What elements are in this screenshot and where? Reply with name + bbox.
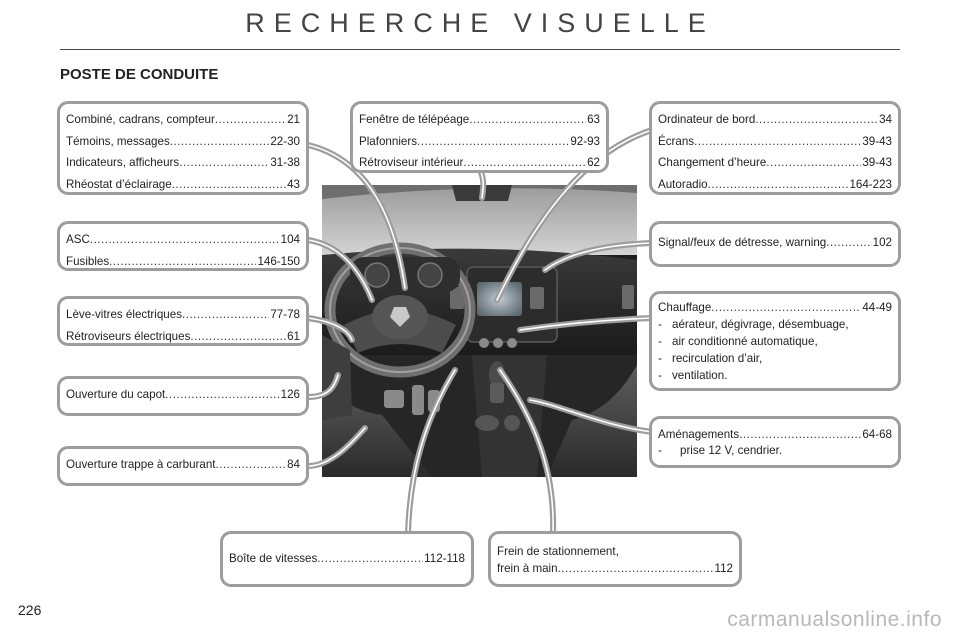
- watermark: carmanualsonline.info: [727, 608, 942, 631]
- entry-label: frein à main: [497, 562, 558, 575]
- leader-dots: [739, 427, 861, 443]
- entry-label: Témoins, messages: [66, 134, 170, 148]
- list-item-text: ventilation.: [672, 369, 728, 382]
- leader-dots: [179, 152, 269, 174]
- leader-dots: [90, 229, 280, 251]
- index-entry[interactable]: [658, 427, 892, 443]
- index-entry[interactable]: [359, 152, 600, 174]
- callout-bonnet: [57, 376, 309, 416]
- entry-label: Fenêtre de télépéage: [359, 113, 470, 126]
- entry-label: Écrans: [658, 134, 695, 148]
- index-entry[interactable]: [66, 454, 300, 476]
- entry-label: Ouverture trappe à carburant: [66, 458, 216, 471]
- section-title: POSTE DE CONDUITE: [60, 66, 219, 83]
- callout-asc-fuses: [57, 221, 309, 271]
- page-ref: 43: [287, 177, 300, 191]
- list-item: [658, 367, 892, 384]
- page-ref: 146-150: [257, 254, 300, 268]
- leader-dots: [469, 109, 586, 131]
- callout-ceiling: [350, 101, 609, 173]
- page-ref: 34: [879, 113, 892, 126]
- entry-label: Autoradio: [658, 177, 708, 191]
- index-entry[interactable]: [229, 548, 465, 570]
- entry-label: Lève-vitres électriques: [66, 308, 182, 321]
- callout-windows-mirrors: [57, 296, 309, 346]
- dash-bullet: -: [658, 318, 662, 331]
- entry-label: ASC: [66, 233, 90, 246]
- index-entry[interactable]: [658, 131, 892, 153]
- leader-dots: [172, 174, 286, 196]
- list-item-text: air conditionné automatique,: [672, 335, 818, 348]
- leader-dots: [170, 131, 270, 153]
- index-entry[interactable]: [658, 152, 892, 174]
- entry-label: Combiné, cadrans, compteur: [66, 113, 215, 126]
- entry-label: Ordinateur de bord: [658, 113, 756, 126]
- page-ref: 77-78: [270, 308, 300, 321]
- leader-dots: [317, 548, 423, 570]
- page-ref: 64-68: [862, 428, 892, 441]
- callout-hazard-warning: [649, 221, 901, 267]
- list-item-text: recirculation d’air,: [672, 352, 763, 365]
- page-ref: 31-38: [270, 156, 300, 169]
- index-entry[interactable]: [658, 300, 892, 316]
- index-entry[interactable]: [66, 229, 300, 251]
- page-ref: 112: [714, 562, 733, 575]
- page-ref: 44-49: [862, 301, 892, 314]
- page-ref: 63: [587, 113, 600, 126]
- page-ref: 39-43: [862, 134, 892, 148]
- index-entry[interactable]: [66, 326, 300, 348]
- callout-heating: [649, 291, 901, 391]
- page-ref: 21: [287, 113, 300, 126]
- leader-dots: [463, 152, 586, 174]
- dash-bullet: -: [658, 352, 662, 365]
- index-entry[interactable]: [66, 109, 300, 131]
- leader-dots: [216, 454, 287, 476]
- page-number: 226: [18, 602, 42, 618]
- entry-label: Signal/feux de détresse, warning: [658, 236, 827, 249]
- list-item-text: aérateur, dégivrage, désembuage,: [672, 318, 849, 331]
- page-ref: 39-43: [862, 156, 892, 169]
- callout-instrument-cluster: [57, 101, 309, 195]
- dash-bullet: -: [658, 335, 662, 348]
- title-divider: [60, 49, 900, 50]
- index-entry[interactable]: [66, 174, 300, 196]
- leader-dots: [755, 109, 878, 131]
- leader-dots: [826, 232, 871, 254]
- list-item: [658, 350, 892, 367]
- entry-label: Fusibles: [66, 254, 110, 268]
- leader-dots: [558, 560, 714, 577]
- leader-dots: [711, 300, 861, 316]
- callout-fuel-flap: [57, 446, 309, 486]
- page-ref: 164-223: [849, 177, 892, 191]
- index-entry[interactable]: [658, 109, 892, 131]
- entry-label: Aménagements: [658, 428, 740, 441]
- index-entry[interactable]: [658, 174, 892, 196]
- index-entry[interactable]: [66, 131, 300, 153]
- entry-label: Chauffage: [658, 301, 712, 314]
- entry-label: Rétroviseurs électriques: [66, 329, 191, 343]
- index-entry[interactable]: [497, 560, 733, 577]
- entry-label: Rhéostat d’éclairage: [66, 177, 172, 191]
- index-entry[interactable]: [359, 131, 600, 153]
- page-ref: 84: [287, 458, 300, 471]
- entry-label: Indicateurs, afficheurs: [66, 156, 180, 169]
- leader-dots: [766, 152, 861, 174]
- leader-dots: [694, 131, 861, 153]
- index-entry[interactable]: [359, 109, 600, 131]
- index-entry[interactable]: [66, 251, 300, 273]
- leader-dots: [109, 251, 256, 273]
- list-item: [658, 443, 892, 458]
- index-entry[interactable]: [66, 304, 300, 326]
- callout-parking-brake: [488, 531, 742, 587]
- entry-label: Ouverture du capot: [66, 388, 166, 401]
- leader-dots: [165, 384, 279, 406]
- callout-gearbox: [220, 531, 474, 587]
- dash-bullet: -: [658, 444, 662, 457]
- index-entry[interactable]: [66, 152, 300, 174]
- dash-bullet: -: [658, 369, 662, 382]
- leader-dots: [215, 109, 286, 131]
- callout-fittings: [649, 416, 901, 468]
- entry-label: Rétroviseur intérieur: [359, 156, 464, 169]
- leader-dots: [182, 304, 269, 326]
- callout-trip-computer: [649, 101, 901, 195]
- leader-dots: [417, 131, 569, 153]
- entry-label: Plafonniers: [359, 134, 418, 148]
- leader-dots: [190, 326, 286, 348]
- page-ref: 92-93: [570, 134, 600, 148]
- page-ref: 112-118: [424, 552, 465, 565]
- page-ref: 61: [287, 329, 300, 343]
- dashboard-photo: [322, 185, 637, 477]
- entry-heading: Frein de stationnement,: [497, 545, 619, 558]
- page-ref: 104: [280, 233, 300, 246]
- page-ref: 62: [587, 156, 600, 169]
- index-entry[interactable]: [66, 384, 300, 406]
- index-entry[interactable]: [658, 232, 892, 254]
- entry-label: Boîte de vitesses: [229, 552, 318, 565]
- page-ref: 22-30: [270, 134, 300, 148]
- entry-label: Changement d’heure: [658, 156, 767, 169]
- list-item-text: prise 12 V, cendrier.: [680, 444, 783, 457]
- page-ref: 126: [280, 388, 300, 401]
- list-item: [658, 333, 892, 350]
- list-item: [658, 316, 892, 333]
- page-ref: 102: [872, 236, 892, 249]
- page-title: RECHERCHE VISUELLE: [245, 8, 715, 38]
- leader-dots: [708, 174, 849, 196]
